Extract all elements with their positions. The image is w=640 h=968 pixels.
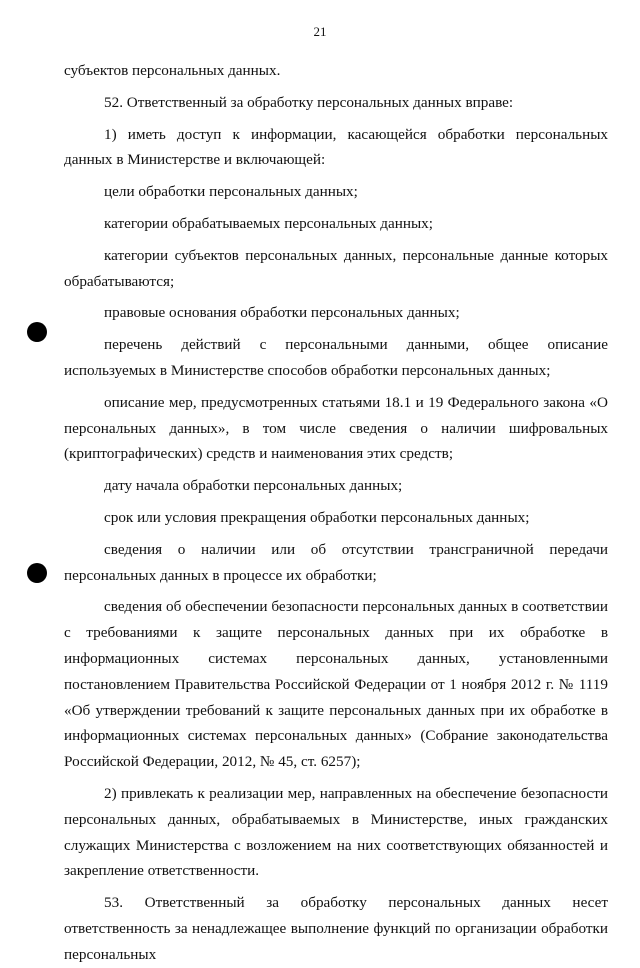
list-item: сведения об обеспечении безопасности персональных данных в соответствии с требованиями к защите персональных данных при их обработке в информационных системах персональных данных, установленными постановлением Правительства Российской Федерации от 1 ноября 2012 г. № 1119 «Об утверждении требований к защите персональных данных при их обработке в информационных системах персональных данных» (Собрание законодательства Российской Федерации, 2012, № 45, ст. 6257); — [64, 598, 608, 771]
list-item: описание мер, предусмотренных статьями 18.1 и 19 Федерального закона «О персональных данных», в том числе сведения о наличии шифровальных (криптографических) средств и наименования этих средств; — [64, 393, 608, 463]
list-item: перечень действий с персональными данными, общее описание используемых в Министерстве способов обработки персональных данных; — [64, 336, 608, 379]
paragraph: 2) привлекать к реализации мер, направленных на обеспечение безопасности персональных данных, обрабатываемых в Министерстве, иных гражданских служащих Министерства с возложением на них соответствующих обязанностей и закрепление ответственности. — [64, 784, 608, 880]
document-body — [64, 58, 608, 968]
list-item: срок или условия прекращения обработки персональных данных; — [104, 508, 530, 526]
list-item: сведения о наличии или об отсутствии трансграничной передачи персональных данных в процессе их обработки; — [64, 540, 608, 584]
list-item: категории субъектов персональных данных, персональные данные которых обрабатываются; — [64, 246, 608, 290]
list-item: цели обработки персональных данных; — [104, 183, 358, 201]
list-item: категории обрабатываемых персональных данных; — [104, 214, 433, 232]
paragraph: 1) иметь доступ к информации, касающейся обработки персональных данных в Министерстве и включающей: — [64, 125, 608, 169]
punch-hole-mark — [27, 322, 47, 342]
list-item: правовые основания обработки персональных данных; — [104, 304, 460, 322]
list-item: дату начала обработки персональных данных; — [104, 477, 403, 495]
paragraph: 52. Ответственный за обработку персональных данных вправе: — [104, 93, 514, 111]
punch-hole-mark — [27, 563, 47, 583]
paragraph: субъектов персональных данных. — [64, 62, 281, 79]
page-number: 21 — [313, 24, 327, 39]
paragraph: 53. Ответственный за обработку персональных данных несет ответственность за ненадлежащее выполнение функций по организации обработки персональных — [64, 894, 608, 963]
